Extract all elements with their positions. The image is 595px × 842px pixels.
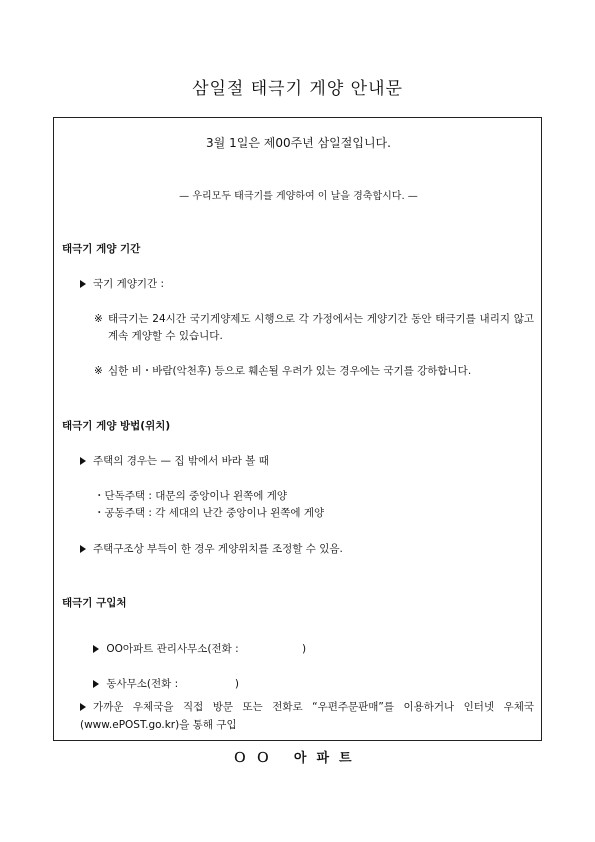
notice-box — [53, 117, 542, 741]
headline: 3월 1일은 제00주년 삼일절입니다. — [206, 136, 391, 150]
signature: ＯＯ 아파트 — [233, 751, 362, 766]
arrow-bullet-icon — [80, 457, 86, 465]
bullet-text: 주택구조상 부득이 한 경우 게양위치를 조정할 수 있음. — [93, 543, 343, 555]
bullet-management-office — [80, 629, 306, 668]
bullet-house — [80, 453, 269, 468]
bullet-text: 주택의 경우는 — 집 밖에서 바라 볼 때 — [93, 455, 269, 467]
note-weather — [94, 363, 534, 380]
bullet-text: 동사무소(전화 : ) — [106, 678, 240, 690]
section-heading-purchase: 태극기 구입처 — [62, 597, 127, 609]
arrow-bullet-icon — [80, 703, 86, 711]
arrow-bullet-icon — [93, 680, 99, 688]
bullet-adjust — [80, 541, 343, 556]
reference-mark-icon: ※ — [94, 365, 103, 377]
note-text: 태극기는 24시간 국기게양제도 시행으로 각 가정에서는 게양기간 동안 태극기를 내리지 않고 계속 게양할 수 있습니다. — [108, 313, 534, 342]
arrow-bullet-icon — [93, 645, 99, 653]
document-title: 삼일절 태극기 게양 안내문 — [192, 79, 403, 99]
note-24h — [94, 311, 534, 345]
bullet-flag-period — [80, 276, 164, 291]
section-heading-method: 태극기 게양 방법(위치) — [62, 420, 171, 432]
sub-detached-house: ・단독주택 : 대문의 중앙이나 왼쪽에 게양 — [94, 490, 288, 502]
slogan: — 우리모두 태극기를 게양하여 이 날을 경축합시다. — — [179, 191, 418, 202]
arrow-bullet-icon — [80, 545, 86, 553]
bullet-post-office — [80, 698, 534, 734]
reference-mark-icon: ※ — [94, 313, 103, 325]
section-heading-period: 태극기 게양 기간 — [62, 243, 141, 255]
arrow-bullet-icon — [80, 280, 86, 288]
bullet-text: 국기 게양기간 : — [93, 278, 165, 290]
note-text: 심한 비・바람(악천후) 등으로 훼손될 우려가 있는 경우에는 국기를 강하합니다. — [108, 365, 472, 377]
bullet-text: 가까운 우체국을 직접 방문 또는 전화로 “우편주문판매”를 이용하거나 인터넷 우체국(www.ePOST.go.kr)을 통해 구입 — [80, 701, 534, 731]
bullet-text: OO아파트 관리사무소(전화 : ) — [106, 643, 307, 655]
sub-apartment: ・공동주택 : 각 세대의 난간 중앙이나 왼쪽에 게양 — [94, 507, 325, 519]
